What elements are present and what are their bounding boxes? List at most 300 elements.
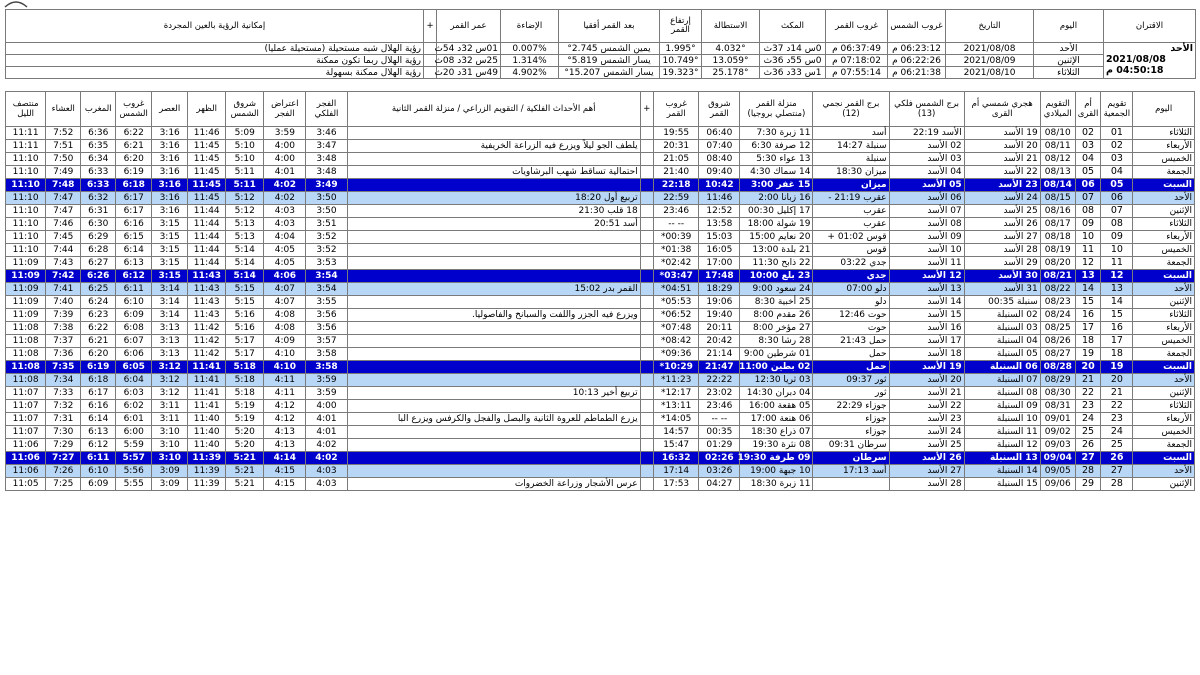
lag-cell: 1س 33د 36ث [760,67,826,79]
friday-calendar-cell: 10 [1101,244,1133,257]
conjunction-date: 2021/08/08 [1106,54,1166,65]
astro-dawn-cell: 3:55 [306,296,347,309]
maghrib-cell: 6:14 [81,413,116,426]
dhuhr-cell: 11:45 [188,140,226,153]
fajr-cell: 4:05 [264,244,306,257]
gregorian-cell: 09/06 [1040,478,1075,491]
col-day: اليوم [1034,10,1104,43]
elongation-cell: 4.032° [702,43,760,55]
moonset-cell: 20:31 [654,140,699,153]
events-cell [347,153,640,166]
sun-sign-cell: 22 الأسد [889,400,964,413]
table-row [6,452,1195,465]
lunar-mansion-cell: 16 زبانا 2:00 [740,192,813,205]
moon-sign-cell: جدي 03:22 [813,257,889,270]
table-row [6,153,1195,166]
col-day: اليوم [1133,92,1195,127]
col-moonset: غروب القمر [654,92,699,127]
moonset-cell: 04:51* [654,283,699,296]
day-cell: الجمعة [1133,257,1195,270]
plus-cell [640,387,653,400]
events-cell: تربيع أخير 10:13 [347,387,640,400]
sunset-cell: 6:21 [116,140,152,153]
hijri-solar-cell: 11 السنبلة [964,426,1040,439]
plus-cell [640,478,653,491]
gregorian-cell: 09/03 [1040,439,1075,452]
col-moonrise: شروق القمر [699,92,740,127]
sunrise-cell: 5:13 [226,231,264,244]
maghrib-cell: 6:20 [81,348,116,361]
table-row [6,361,1195,374]
midnight-cell: 11:09 [6,283,46,296]
isha-cell: 7:48 [46,179,81,192]
lunar-mansion-cell: 19 شولة 18:00 [740,218,813,231]
moonset-cell: 16:32 [654,452,699,465]
day-cell: الإثنين [1133,478,1195,491]
calendar-header-row [6,92,1195,127]
maghrib-cell: 6:11 [81,452,116,465]
dhuhr-cell: 11:46 [188,127,226,140]
dhuhr-cell: 11:40 [188,413,226,426]
sunset-cell: 6:17 [116,205,152,218]
moon-sign-cell: حوت [813,322,889,335]
day-cell: الجمعة [1133,166,1195,179]
sun-sign-cell: 18 الأسد [889,348,964,361]
sun-sign-cell: الأسد 22:19 [889,127,964,140]
dhuhr-cell: 11:44 [188,205,226,218]
events-cell [347,348,640,361]
isha-cell: 7:26 [46,465,81,478]
visibility-cell: رؤية الهلال شبه مستحيلة (مستحيلة عمليا) [6,43,424,55]
moonset-cell: 07:55:14 م [826,67,888,79]
sun-sign-cell: 14 الأسد [889,296,964,309]
maghrib-cell: 6:31 [81,205,116,218]
midnight-cell: 11:07 [6,413,46,426]
umm-al-qura-cell: 27 [1075,452,1101,465]
day-cell: الثلاثاء [1133,127,1195,140]
lunar-mansion-cell: 11 زبرة 7:30 [740,127,813,140]
moonset-cell: 05:53* [654,296,699,309]
gregorian-cell: 08/28 [1040,361,1075,374]
dhuhr-cell: 11:40 [188,426,226,439]
asr-cell: 3:15 [152,244,188,257]
col-horizontal-distance: بعد القمر أفقيا [559,10,660,43]
gregorian-cell: 08/11 [1040,140,1075,153]
col-friday-calendar: تقويم الجمعية [1101,92,1133,127]
isha-cell: 7:44 [46,244,81,257]
sun-sign-cell: 12 الأسد [889,270,964,283]
dhuhr-cell: 11:41 [188,400,226,413]
midnight-cell: 11:10 [6,231,46,244]
moon-sign-cell: دلو 07:00 [813,283,889,296]
plus-cell [640,244,653,257]
expand-plus-button[interactable]: + [640,92,653,127]
table-row [6,270,1195,283]
umm-al-qura-cell: 08 [1075,205,1101,218]
isha-cell: 7:49 [46,166,81,179]
day-cell: السبت [1133,270,1195,283]
friday-calendar-cell: 21 [1101,387,1133,400]
umm-al-qura-cell: 22 [1075,387,1101,400]
isha-cell: 7:27 [46,452,81,465]
col-moonset: غروب القمر [826,10,888,43]
dhuhr-cell: 11:42 [188,348,226,361]
midnight-cell: 11:08 [6,335,46,348]
plus-cell [640,205,653,218]
isha-cell: 7:46 [46,218,81,231]
sunrise-cell: 5:17 [226,335,264,348]
fajr-cell: 4:08 [264,309,306,322]
moonset-cell: 12:17* [654,387,699,400]
fajr-cell: 4:08 [264,322,306,335]
maghrib-cell: 6:12 [81,439,116,452]
moonrise-cell: 23:46 [699,400,740,413]
table-row [6,322,1195,335]
day-cell: الثلاثاء [1133,218,1195,231]
events-cell: 18 قلب 21:30 [347,205,640,218]
sunrise-cell: 5:21 [226,478,264,491]
col-fajr: اعتراض الفجر [264,92,306,127]
isha-cell: 7:42 [46,270,81,283]
lunar-mansion-cell: 23 بلع 10:00 [740,270,813,283]
sun-sign-cell: 04 الأسد [889,166,964,179]
asr-cell: 3:16 [152,192,188,205]
friday-calendar-cell: 26 [1101,452,1133,465]
astro-dawn-cell: 3:58 [306,361,347,374]
dhuhr-cell: 11:41 [188,374,226,387]
hijri-solar-cell: 13 السنبلة [964,452,1040,465]
sunrise-cell: 5:18 [226,374,264,387]
moon-sign-cell: حوت 12:46 [813,309,889,322]
col-sunrise: شروق الشمس [226,92,264,127]
asr-cell: 3:16 [152,166,188,179]
plus-cell [640,140,653,153]
plus-cell [640,374,653,387]
hijri-solar-cell: 22 الأسد [964,166,1040,179]
friday-calendar-cell: 18 [1101,348,1133,361]
fajr-cell: 4:03 [264,218,306,231]
maghrib-cell: 6:25 [81,283,116,296]
astro-dawn-cell: 3:57 [306,335,347,348]
midnight-cell: 11:07 [6,400,46,413]
events-cell: القمر بدر 15:02 [347,283,640,296]
astro-dawn-cell: 3:56 [306,322,347,335]
sunset-cell: 6:18 [116,179,152,192]
sunrise-cell: 5:12 [226,205,264,218]
umm-al-qura-cell: 17 [1075,322,1101,335]
moonrise-cell: 17:00 [699,257,740,270]
isha-cell: 7:50 [46,153,81,166]
astro-dawn-cell: 3:48 [306,166,347,179]
sunrise-cell: 5:14 [226,270,264,283]
midnight-cell: 11:08 [6,374,46,387]
dhuhr-cell: 11:44 [188,244,226,257]
gregorian-cell: 08/21 [1040,270,1075,283]
plus-cell [640,218,653,231]
sun-sign-cell: 06 الأسد [889,192,964,205]
col-gregorian: التقويم الميلادي [1040,92,1075,127]
sunrise-cell: 5:21 [226,465,264,478]
umm-al-qura-cell: 04 [1075,153,1101,166]
moon-sign-cell: جوزاء [813,426,889,439]
sunrise-cell: 5:20 [226,439,264,452]
asr-cell: 3:13 [152,335,188,348]
gregorian-cell: 08/19 [1040,244,1075,257]
asr-cell: 3:10 [152,452,188,465]
conjunction-table [5,9,1196,79]
table-row [6,478,1195,491]
fajr-cell: 4:04 [264,231,306,244]
isha-cell: 7:30 [46,426,81,439]
lag-cell: 0س 55د 36ث [760,55,826,67]
asr-cell: 3:16 [152,153,188,166]
gregorian-cell: 08/22 [1040,283,1075,296]
day-cell: الأحد [1034,43,1104,55]
day-cell: الإثنين [1034,55,1104,67]
astro-dawn-cell: 4:00 [306,400,347,413]
hijri-solar-cell: 23 الأسد [964,179,1040,192]
astro-dawn-cell: 3:47 [306,140,347,153]
moon-sign-cell: دلو [813,296,889,309]
friday-calendar-cell: 23 [1101,413,1133,426]
dhuhr-cell: 11:42 [188,322,226,335]
events-cell: ويزرع فيه الجزر واللفت والسبانخ والفاصوليا. [347,309,640,322]
isha-cell: 7:43 [46,257,81,270]
moonset-cell: 21:05 [654,153,699,166]
midnight-cell: 11:10 [6,192,46,205]
isha-cell: 7:35 [46,361,81,374]
maghrib-cell: 6:16 [81,400,116,413]
plus-cell [640,413,653,426]
asr-cell: 3:15 [152,257,188,270]
day-cell: الخميس [1133,153,1195,166]
maghrib-cell: 6:19 [81,361,116,374]
moonset-cell: 17:14 [654,465,699,478]
astro-dawn-cell: 4:03 [306,465,347,478]
maghrib-cell: 6:35 [81,140,116,153]
plus-cell [640,179,653,192]
illumination-cell: 1.314% [501,55,559,67]
events-cell [347,231,640,244]
sunset-cell: 6:19 [116,166,152,179]
asr-cell: 3:11 [152,400,188,413]
dhuhr-cell: 11:39 [188,452,226,465]
umm-al-qura-cell: 24 [1075,413,1101,426]
table-row [6,465,1195,478]
moonset-cell: 06:52* [654,309,699,322]
umm-al-qura-cell: 13 [1075,270,1101,283]
lunar-mansion-cell: 21 بلدة 13:00 [740,244,813,257]
sunset-cell: 5:55 [116,478,152,491]
lunar-mansion-cell: 10 جبهة 19:00 [740,465,813,478]
sunset-cell: 6:09 [116,309,152,322]
fajr-cell: 4:01 [264,166,306,179]
gregorian-cell: 08/14 [1040,179,1075,192]
col-visibility: إمكانية الرؤية بالعين المجردة [6,10,424,43]
moon-sign-cell: حمل [813,361,889,374]
day-cell: الأحد [1133,374,1195,387]
asr-cell: 3:12 [152,374,188,387]
sun-sign-cell: 13 الأسد [889,283,964,296]
sunrise-cell: 5:11 [226,179,264,192]
midnight-cell: 11:06 [6,439,46,452]
table-row [6,309,1195,322]
midnight-cell: 11:05 [6,478,46,491]
sunrise-cell: 5:14 [226,257,264,270]
gregorian-cell: 08/23 [1040,296,1075,309]
sunrise-cell: 5:14 [226,244,264,257]
moon-sign-cell: سرطان 09:31 [813,439,889,452]
day-cell: الأحد [1133,192,1195,205]
day-cell: الأربعاء [1133,231,1195,244]
isha-cell: 7:29 [46,439,81,452]
gregorian-cell: 08/13 [1040,166,1075,179]
friday-calendar-cell: 07 [1101,205,1133,218]
sunset-cell: 6:16 [116,218,152,231]
fajr-cell: 4:12 [264,400,306,413]
moon-sign-cell: أسد 17:13 [813,465,889,478]
moonset-cell: 22:59 [654,192,699,205]
isha-cell: 7:51 [46,140,81,153]
moon-sign-cell: سنبلة 14:27 [813,140,889,153]
sunset-cell: 6:04 [116,374,152,387]
day-cell: الجمعة [1133,348,1195,361]
sunrise-cell: 5:13 [226,218,264,231]
astro-dawn-cell: 3:54 [306,283,347,296]
midnight-cell: 11:09 [6,257,46,270]
astro-dawn-cell: 3:49 [306,179,347,192]
table-row [6,179,1195,192]
moon-sign-cell: جوزاء 22:29 [813,400,889,413]
sunrise-cell: 5:09 [226,127,264,140]
plus-cell [640,192,653,205]
friday-calendar-cell: 15 [1101,309,1133,322]
moonrise-cell: 13:58 [699,218,740,231]
dhuhr-cell: 11:43 [188,309,226,322]
astro-dawn-cell: 3:52 [306,244,347,257]
moonrise-cell: 22:22 [699,374,740,387]
moon-sign-cell: ميزان 18:30 [813,166,889,179]
sunset-cell: 6:12 [116,270,152,283]
friday-calendar-cell: 08 [1101,218,1133,231]
events-cell [347,127,640,140]
asr-cell: 3:10 [152,426,188,439]
moonset-cell: 19:55 [654,127,699,140]
lunar-mansion-cell: 17 إكليل 00:30 [740,205,813,218]
table-row [6,205,1195,218]
lunar-mansion-cell: 12 صرفة 6:30 [740,140,813,153]
dhuhr-cell: 11:44 [188,257,226,270]
moonrise-cell: 21:47 [699,361,740,374]
midnight-cell: 11:07 [6,426,46,439]
sunset-cell: 6:17 [116,192,152,205]
gregorian-cell: 08/15 [1040,192,1075,205]
events-cell [347,335,640,348]
moonset-cell: 08:42* [654,335,699,348]
midnight-cell: 11:06 [6,452,46,465]
asr-cell: 3:14 [152,296,188,309]
sunset-cell: 6:06 [116,348,152,361]
friday-calendar-cell: 20 [1101,374,1133,387]
umm-al-qura-cell: 09 [1075,218,1101,231]
col-conjunction: الاقتران [1104,10,1196,43]
hijri-solar-cell: 06 السنبلة [964,361,1040,374]
sunrise-cell: 5:21 [226,452,264,465]
midnight-cell: 11:07 [6,387,46,400]
date-cell: 2021/08/09 [946,55,1034,67]
moonrise-cell: 12:52 [699,205,740,218]
table-row [6,218,1195,231]
dhuhr-cell: 11:42 [188,335,226,348]
col-midnight: منتصف الليل [6,92,46,127]
fajr-cell: 4:10 [264,348,306,361]
col-hijri-solar: هجري شمسي أم القرى [964,92,1040,127]
sun-sign-cell: 23 الأسد [889,413,964,426]
sun-sign-cell: 26 الأسد [889,452,964,465]
friday-calendar-cell: 01 [1101,127,1133,140]
sunset-cell: 6:00 [116,426,152,439]
sun-sign-cell: 02 الأسد [889,140,964,153]
dhuhr-cell: 11:45 [188,153,226,166]
isha-cell: 7:52 [46,127,81,140]
moonrise-cell: 00:35 [699,426,740,439]
midnight-cell: 11:10 [6,153,46,166]
sun-sign-cell: 05 الأسد [889,179,964,192]
horizontal-distance-cell: يسار الشمس 5.819° [559,55,660,67]
plus-cell [640,335,653,348]
gregorian-cell: 09/05 [1040,465,1075,478]
elongation-cell: 13.059° [702,55,760,67]
umm-al-qura-cell: 26 [1075,439,1101,452]
maghrib-cell: 6:29 [81,231,116,244]
events-cell [347,257,640,270]
moonset-cell: 14:57 [654,426,699,439]
dhuhr-cell: 11:45 [188,192,226,205]
expand-plus-button[interactable]: + [424,10,437,43]
day-cell: السبت [1133,179,1195,192]
gregorian-cell: 08/20 [1040,257,1075,270]
asr-cell: 3:16 [152,205,188,218]
events-cell [347,465,640,478]
moonrise-cell: 23:02 [699,387,740,400]
isha-cell: 7:41 [46,283,81,296]
table-row [6,140,1195,153]
dhuhr-cell: 11:45 [188,166,226,179]
moonrise-cell: 15:03 [699,231,740,244]
day-cell: الخميس [1133,335,1195,348]
sunset-cell: 06:23:12 م [888,43,946,55]
moon-sign-cell: عقرب 21:19 - [813,192,889,205]
conjunction-row [6,43,1196,55]
moonrise-cell: 20:11 [699,322,740,335]
events-cell [347,244,640,257]
gregorian-cell: 08/31 [1040,400,1075,413]
moon-sign-cell: ثور 09:37 [813,374,889,387]
sunset-cell: 6:22 [116,127,152,140]
sun-sign-cell: 19 الأسد [889,361,964,374]
illumination-cell: 0.007% [501,43,559,55]
col-illumination: الإضاءة [501,10,559,43]
maghrib-cell: 6:22 [81,322,116,335]
sunrise-cell: 5:18 [226,361,264,374]
events-cell: عرس الأشجار وزراعة الخضروات [347,478,640,491]
lunar-mansion-cell: 11 زبرة 18:30 [740,478,813,491]
day-cell: الأحد [1133,283,1195,296]
friday-calendar-cell: 14 [1101,296,1133,309]
maghrib-cell: 6:32 [81,192,116,205]
conjunction-row [6,55,1196,67]
maghrib-cell: 6:30 [81,218,116,231]
